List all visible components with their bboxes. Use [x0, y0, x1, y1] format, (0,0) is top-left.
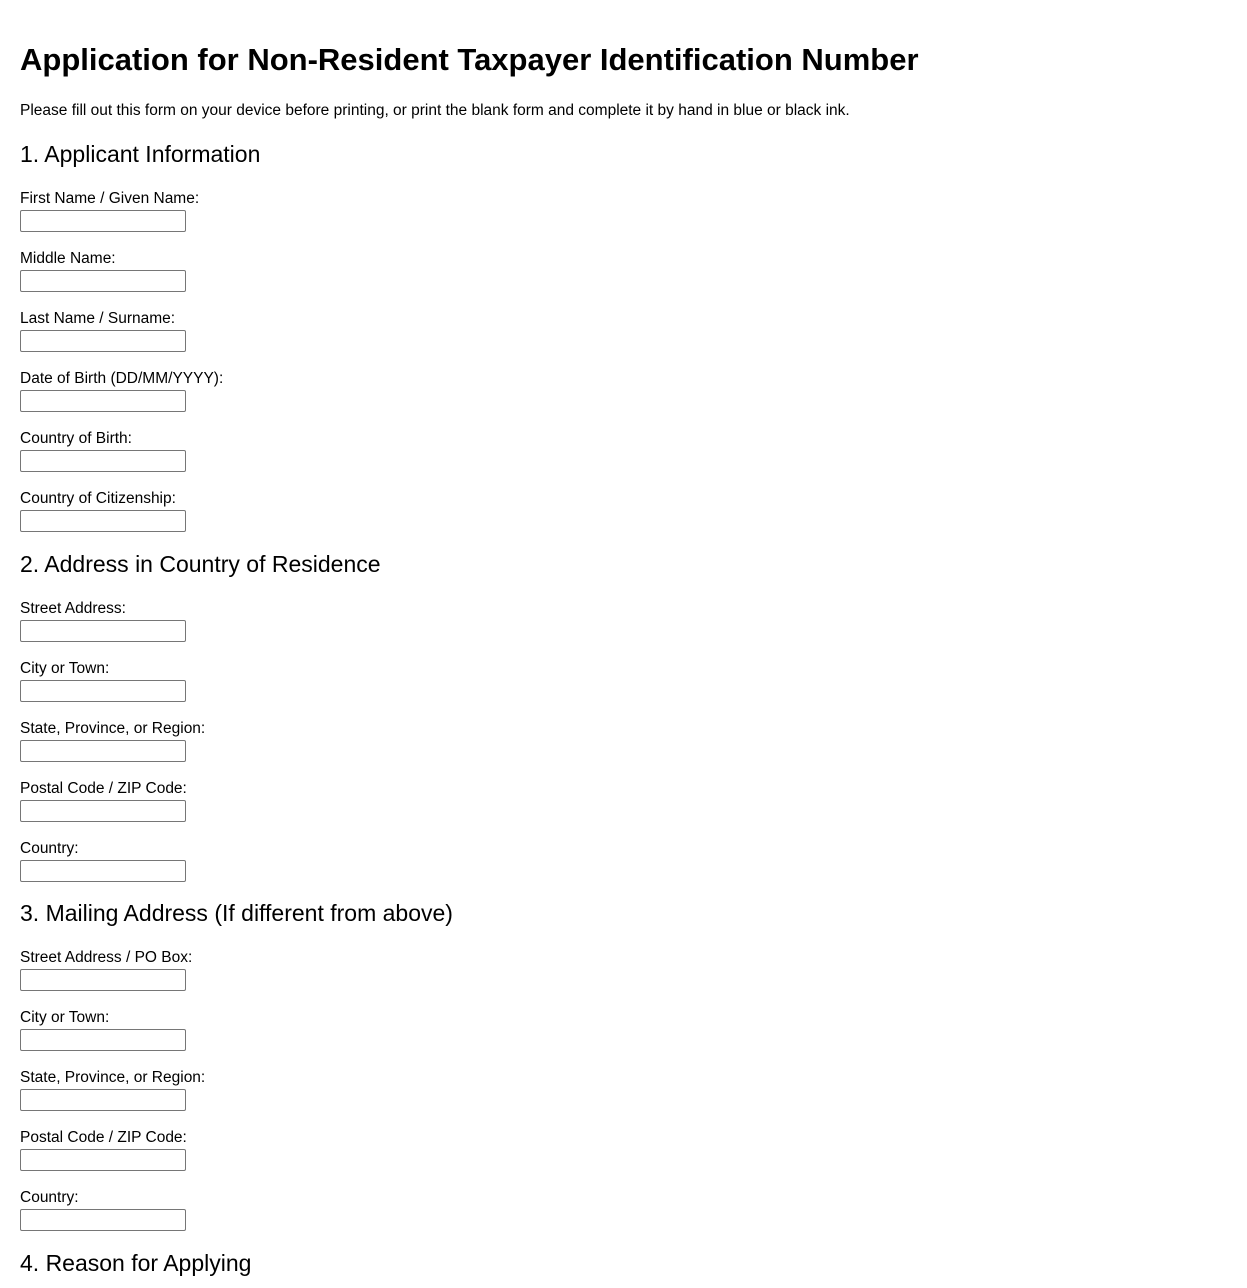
page-title: Application for Non-Resident Taxpayer Identification Number	[20, 42, 919, 77]
country-of-citizenship-label: Country of Citizenship:	[20, 490, 176, 507]
middle-name-label: Middle Name:	[20, 250, 116, 267]
section-heading-reason-for-applying: 4. Reason for Applying	[20, 1250, 252, 1276]
mailing-postal-code-label: Postal Code / ZIP Code:	[20, 1129, 187, 1146]
mailing-street-address-label: Street Address / PO Box:	[20, 949, 193, 966]
residence-city-label: City or Town:	[20, 660, 110, 677]
field-country-of-birth	[20, 429, 420, 475]
mailing-city-label: City or Town:	[20, 1009, 110, 1026]
residence-street-address-input[interactable]	[20, 620, 186, 642]
residence-postal-code-input[interactable]	[20, 800, 186, 822]
field-residence-country	[20, 839, 420, 885]
field-mailing-city	[20, 1008, 420, 1054]
field-residence-city	[20, 659, 420, 705]
residence-country-label: Country:	[20, 840, 79, 857]
field-residence-region	[20, 719, 420, 765]
field-mailing-region	[20, 1068, 420, 1114]
section-heading-address-of-residence: 2. Address in Country of Residence	[20, 551, 381, 577]
mailing-country-label: Country:	[20, 1189, 79, 1206]
section-heading-mailing-address: 3. Mailing Address (If different from above)	[20, 900, 453, 926]
date-of-birth-label: Date of Birth (DD/MM/YYYY):	[20, 370, 224, 387]
first-name-input[interactable]	[20, 210, 186, 232]
residence-city-input[interactable]	[20, 680, 186, 702]
country-of-birth-label: Country of Birth:	[20, 430, 132, 447]
mailing-region-input[interactable]	[20, 1089, 186, 1111]
residence-postal-code-label: Postal Code / ZIP Code:	[20, 780, 187, 797]
field-middle-name	[20, 249, 420, 295]
mailing-postal-code-input[interactable]	[20, 1149, 186, 1171]
field-first-name	[20, 189, 420, 235]
mailing-country-input[interactable]	[20, 1209, 186, 1231]
first-name-label: First Name / Given Name:	[20, 190, 200, 207]
residence-region-label: State, Province, or Region:	[20, 720, 206, 737]
mailing-region-label: State, Province, or Region:	[20, 1069, 206, 1086]
country-of-citizenship-input[interactable]	[20, 510, 186, 532]
last-name-input[interactable]	[20, 330, 186, 352]
field-residence-street-address	[20, 599, 420, 645]
field-mailing-postal-code	[20, 1128, 420, 1174]
field-last-name	[20, 309, 420, 355]
section-heading-applicant-information: 1. Applicant Information	[20, 141, 261, 167]
residence-region-input[interactable]	[20, 740, 186, 762]
country-of-birth-input[interactable]	[20, 450, 186, 472]
field-date-of-birth	[20, 369, 420, 415]
residence-country-input[interactable]	[20, 860, 186, 882]
field-residence-postal-code	[20, 779, 420, 825]
date-of-birth-input[interactable]	[20, 390, 186, 412]
last-name-label: Last Name / Surname:	[20, 310, 176, 327]
field-country-of-citizenship	[20, 489, 420, 535]
mailing-city-input[interactable]	[20, 1029, 186, 1051]
field-mailing-country	[20, 1188, 420, 1234]
middle-name-input[interactable]	[20, 270, 186, 292]
form-instructions: Please fill out this form on your device before printing, or print the blank form and complete it by hand in blue or black ink.	[20, 102, 850, 119]
field-mailing-street-address	[20, 948, 420, 994]
mailing-street-address-input[interactable]	[20, 969, 186, 991]
residence-street-address-label: Street Address:	[20, 600, 126, 617]
